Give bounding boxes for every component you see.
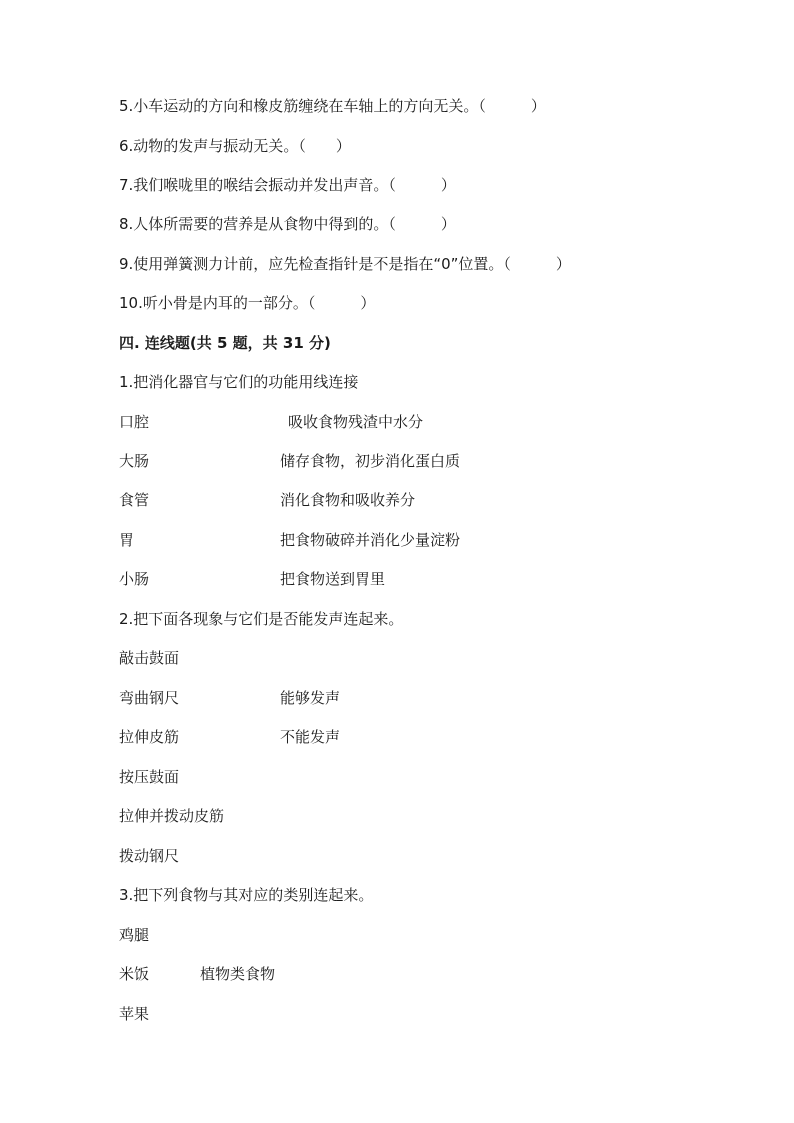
q3-left-item: 米饭: [119, 965, 150, 983]
question-3-prompt: 3.把下列食物与其对应的类别连起来。: [119, 886, 374, 904]
q2-left-item: 拉伸并拨动皮筋: [119, 807, 225, 825]
q3-left-item: 鸡腿: [119, 926, 150, 944]
judgement-item-6: 6.动物的发声与振动无关。（ ）: [119, 137, 351, 155]
q1-right-item: 把食物送到胃里: [280, 570, 386, 588]
judgement-item-9: 9.使用弹簧测力计前，应先检查指针是不是指在“0”位置。（ ）: [119, 255, 571, 273]
judgement-item-5: 5.小车运动的方向和橡皮筋缠绕在车轴上的方向无关。（ ）: [119, 97, 546, 115]
question-2-prompt: 2.把下面各现象与它们是否能发声连起来。: [119, 610, 404, 628]
section-heading: 四. 连线题(共 5 题，共 31 分): [119, 334, 331, 352]
q1-left-item: 口腔: [119, 413, 150, 431]
q1-left-item: 食管: [119, 491, 150, 509]
q2-left-item: 敲击鼓面: [119, 649, 180, 667]
q3-left-item: 苹果: [119, 1005, 150, 1023]
q1-left-item: 大肠: [119, 452, 150, 470]
q1-right-item: 消化食物和吸收养分: [280, 491, 416, 509]
q1-left-item: 胃: [119, 531, 135, 549]
q2-left-item: 拨动钢尺: [119, 847, 180, 865]
q2-right-item: 能够发声: [280, 689, 341, 707]
q3-right-item: 植物类食物: [200, 965, 276, 983]
judgement-item-7: 7.我们喉咙里的喉结会振动并发出声音。（ ）: [119, 176, 456, 194]
q2-left-item: 弯曲钢尺: [119, 689, 180, 707]
judgement-item-10: 10.听小骨是内耳的一部分。（ ）: [119, 294, 376, 312]
q2-left-item: 拉伸皮筋: [119, 728, 180, 746]
q1-left-item: 小肠: [119, 570, 150, 588]
q1-right-item: 储存食物，初步消化蛋白质: [280, 452, 461, 470]
question-1-prompt: 1.把消化器官与它们的功能用线连接: [119, 373, 359, 391]
q1-right-item: 吸收食物残渣中水分: [288, 413, 424, 431]
q2-right-item: 不能发声: [280, 728, 341, 746]
q1-right-item: 把食物破碎并消化少量淀粉: [280, 531, 461, 549]
q2-left-item: 按压鼓面: [119, 768, 180, 786]
judgement-item-8: 8.人体所需要的营养是从食物中得到的。（ ）: [119, 215, 456, 233]
